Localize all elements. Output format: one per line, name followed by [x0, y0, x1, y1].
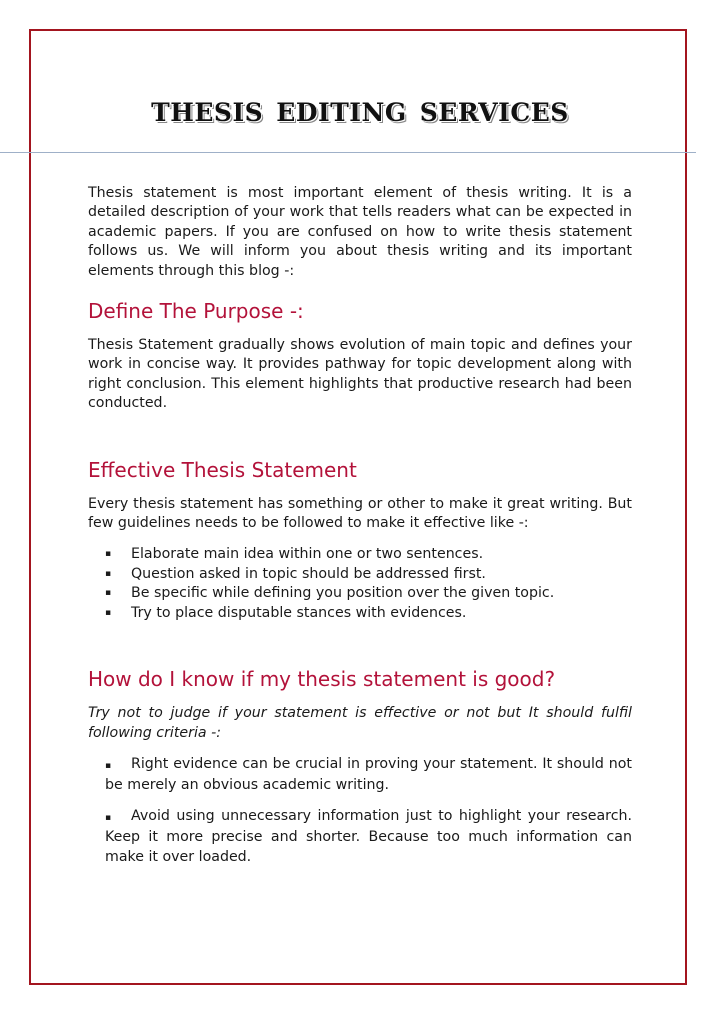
section-heading-good: How do I know if my thesis statement is good? — [88, 667, 556, 692]
section-text-good: Try not to judge if your statement is effective or not but It should fulfil following criteria -: — [88, 705, 632, 741]
criteria-list — [88, 755, 632, 867]
list-item: ▪ Be specific while defining you position over the given topic. — [88, 584, 632, 603]
list-item: ▪ Try to place disputable stances with evidences. — [88, 604, 632, 623]
square-bullet-icon: ▪ — [105, 812, 112, 823]
section-text-purpose: Thesis Statement gradually shows evolution of main topic and defines your work in concise way. It provides pathway for topic development along with right conclusion. This element highlights that productive research had been conducted. — [88, 337, 632, 412]
section-heading-purpose: Define The Purpose -: — [88, 299, 304, 324]
list-item: ▪ Elaborate main idea within one or two sentences. — [88, 545, 632, 564]
list-item: ▪ Question asked in topic should be addressed first. — [88, 565, 632, 584]
list-item: ▪ Right evidence can be crucial in proving your statement. It should not be merely an obvious academic writing. — [105, 755, 632, 794]
list-item: ▪ Avoid using unnecessary information just to highlight your research. Keep it more precise and shorter. Because too much information can make it over loaded. — [105, 807, 632, 865]
square-bullet-icon: ▪ — [105, 760, 112, 771]
page-title: thesis editing services — [151, 88, 569, 130]
guidelines-list — [88, 545, 632, 623]
intro-paragraph: Thesis statement is most important element of thesis writing. It is a detailed description of your work that tells readers what can be expected in academic papers. If you are confused on how to write thesis statement follows us. We will inform you about thesis writing and its important elements through this blog -: — [88, 185, 632, 279]
document-body — [88, 184, 632, 878]
section-heading-effective: Effective Thesis Statement — [88, 457, 357, 482]
section-text-effective: Every thesis statement has something or other to make it great writing. But few guidelines needs to be followed to make it effective like -: — [88, 495, 632, 532]
title-divider — [0, 152, 696, 153]
